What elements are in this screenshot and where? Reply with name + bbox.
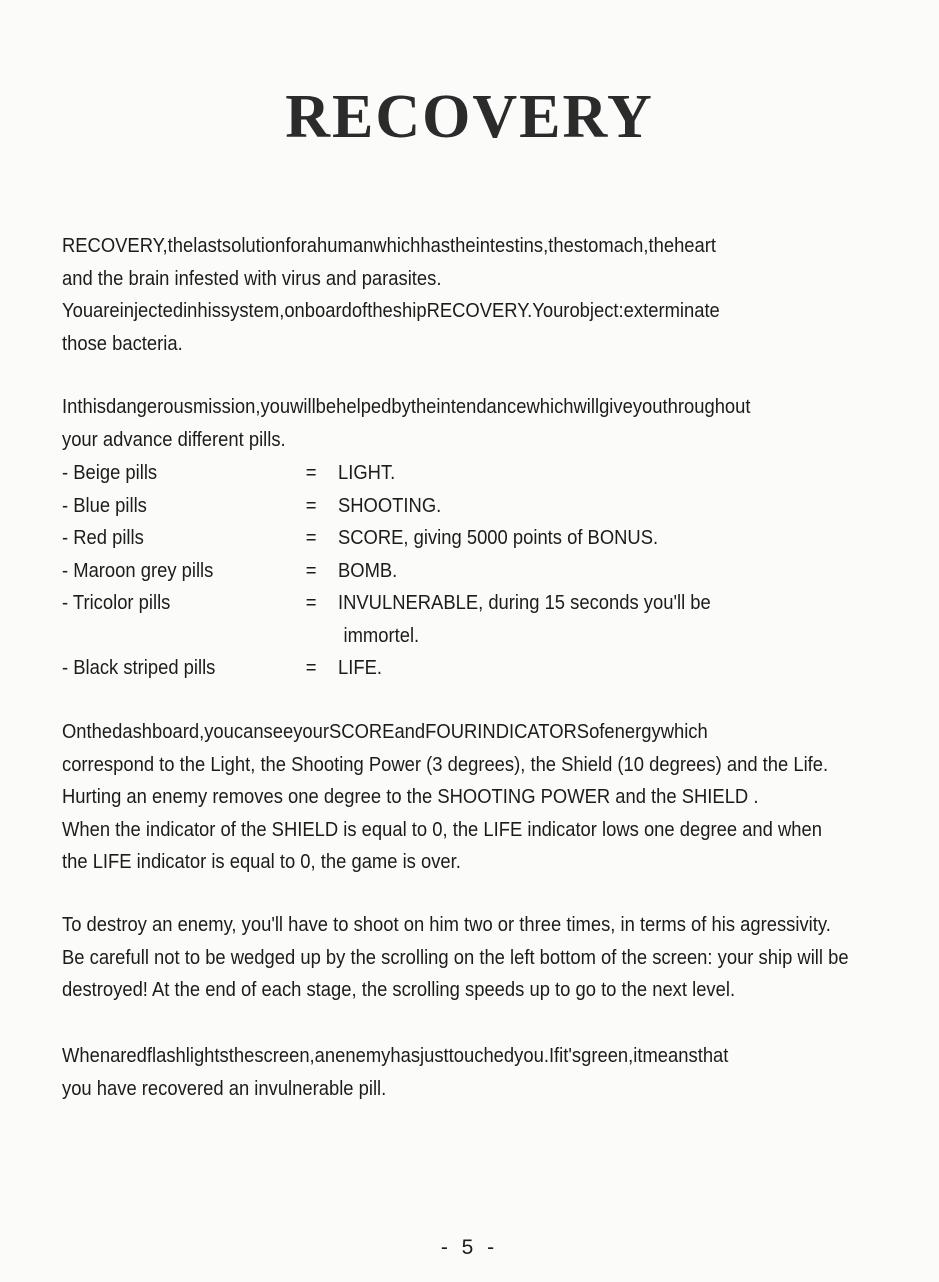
word: FOUR <box>425 721 478 743</box>
paragraph-line: the LIFE indicator is equal to 0, the game is over. <box>62 851 461 873</box>
word: can <box>233 721 264 743</box>
word: last <box>193 235 222 257</box>
word: see <box>263 721 294 743</box>
word: You <box>62 300 94 322</box>
paragraph-line: your advance different pills. <box>62 428 286 451</box>
word: of <box>589 721 605 743</box>
word: the <box>450 235 476 257</box>
pill-equals: = <box>305 462 317 484</box>
paragraph-line <box>62 230 882 263</box>
word: will <box>290 396 316 418</box>
pill-list <box>62 457 816 685</box>
word: you <box>632 396 663 418</box>
paragraph-line: correspond to the Light, the Shooting Power (3 degrees), the Shield (10 degrees) and the Life. <box>62 753 829 776</box>
word: red <box>120 1045 147 1067</box>
word: it <box>633 1045 643 1067</box>
word: in <box>183 300 198 322</box>
word: flash <box>146 1045 186 1067</box>
word: just <box>420 1045 449 1067</box>
paragraph-line: Hurting an enemy removes one degree to the SHOOTING POWER and the SHIELD . <box>62 786 759 808</box>
word: which <box>373 235 421 257</box>
pill-row <box>62 490 816 523</box>
word: be <box>315 396 337 418</box>
pill-effect: LIGHT. <box>338 462 396 484</box>
word: system, <box>220 300 285 322</box>
flash-paragraph <box>62 1040 816 1105</box>
word: the <box>648 235 675 257</box>
word: you. <box>514 1045 549 1067</box>
word: the <box>410 396 437 418</box>
paragraph-line: When the indicator of the SHIELD is equal to 0, the LIFE indicator lows one degree and when <box>62 818 822 841</box>
word: that <box>697 1045 729 1067</box>
word: has <box>420 235 451 257</box>
pill-row <box>62 587 816 652</box>
word: of <box>351 300 368 322</box>
paragraph-line <box>62 1040 882 1073</box>
word: helped <box>336 396 392 418</box>
word: board <box>304 300 352 322</box>
word: the <box>367 300 393 322</box>
pill-row <box>62 555 816 588</box>
pill-name: - Red pills <box>62 527 144 549</box>
word: the <box>548 235 574 257</box>
intro-paragraph <box>62 230 816 360</box>
word: will <box>573 396 600 418</box>
word: are <box>93 300 120 322</box>
word: give <box>599 396 633 418</box>
pill-effect: BOMB. <box>338 559 398 582</box>
pill-effect: SHOOTING. <box>338 494 442 517</box>
word: and <box>394 721 426 743</box>
word: your <box>293 721 330 743</box>
paragraph-line <box>62 716 882 749</box>
pill-equals: = <box>305 657 317 679</box>
word: by <box>391 396 411 418</box>
dashboard-paragraph <box>62 716 829 879</box>
word: for <box>285 235 307 257</box>
word: you <box>260 396 291 418</box>
word: When <box>62 1045 111 1067</box>
pill-name: - Maroon grey pills <box>62 559 214 582</box>
paragraph-line: those bacteria. <box>62 332 183 355</box>
word: injected <box>119 300 184 322</box>
word: intestins, <box>475 235 549 257</box>
word: which <box>526 396 574 418</box>
page-number: - 5 - <box>440 1236 499 1259</box>
pill-name: - Beige pills <box>62 462 158 484</box>
word: exterminate <box>623 300 720 322</box>
paragraph-line <box>62 295 882 328</box>
word: throughout <box>662 396 751 418</box>
word: the <box>167 235 194 257</box>
paragraph-line: Be carefull not to be wedged up by the scrolling on the left bottom of the screen: your ship will be <box>62 946 849 969</box>
word: human <box>317 235 374 257</box>
word: the <box>228 1045 255 1067</box>
word: has <box>390 1045 421 1067</box>
word: it's <box>559 1045 582 1067</box>
word: dangerous <box>105 396 193 418</box>
word: On <box>62 721 87 743</box>
word: ship <box>392 300 427 322</box>
pill-row <box>62 652 816 685</box>
word: If <box>548 1045 560 1067</box>
word: the <box>86 721 113 743</box>
pill-effect: LIFE. <box>338 657 382 679</box>
word: green, <box>581 1045 634 1067</box>
word: stomach, <box>573 235 649 257</box>
word: intendance <box>436 396 527 418</box>
word: you <box>204 721 234 743</box>
word: which <box>660 721 708 743</box>
pill-equals: = <box>305 527 317 549</box>
page-title: RECOVERY <box>285 83 654 151</box>
word: screen, <box>254 1045 315 1067</box>
word: means <box>642 1045 698 1067</box>
word: INDICATORS <box>477 721 590 743</box>
word: object: <box>569 300 624 322</box>
word: this <box>77 396 106 418</box>
pill-equals: = <box>305 494 317 517</box>
word: a <box>306 235 318 257</box>
word: RECOVERY, <box>62 235 168 257</box>
pill-name: - Blue pills <box>62 494 147 517</box>
enemy-paragraph <box>62 909 849 1007</box>
word: solution <box>221 235 286 257</box>
pills-intro-paragraph <box>62 391 816 456</box>
word: lights <box>185 1045 229 1067</box>
pill-name: - Tricolor pills <box>62 592 171 614</box>
word: energy <box>604 721 661 743</box>
word: on <box>284 300 305 322</box>
pill-effect: SCORE, giving 5000 points of BONUS. <box>338 527 659 549</box>
word: touched <box>448 1045 515 1067</box>
word: enemy <box>335 1045 391 1067</box>
word: RECOVERY. <box>426 300 533 322</box>
paragraph-line: destroyed! At the end of each stage, the scrolling speeds up to go to the next level. <box>62 979 736 1001</box>
pill-row <box>62 522 816 555</box>
paragraph-line: and the brain infested with virus and parasites. <box>62 267 442 290</box>
pill-equals: = <box>305 559 317 582</box>
pill-equals: = <box>305 592 317 614</box>
pill-effect-continuation: immortel. <box>343 624 420 647</box>
word: an <box>314 1045 336 1067</box>
word: a <box>110 1045 121 1067</box>
paragraph-line: you have recovered an invulnerable pill. <box>62 1077 387 1100</box>
pill-effect: INVULNERABLE, during 15 seconds you'll be <box>338 592 711 614</box>
paragraph-line <box>62 391 882 424</box>
word: dashboard, <box>112 721 205 743</box>
word: heart <box>674 235 717 257</box>
pill-row <box>62 457 816 490</box>
pill-name: - Black striped pills <box>62 657 216 679</box>
word: his <box>197 300 221 322</box>
word: In <box>62 396 78 418</box>
word: Your <box>532 300 570 322</box>
paragraph-line: To destroy an enemy, you'll have to shoot on him two or three times, in terms of his agressivity. <box>62 914 831 936</box>
word: SCORE <box>329 721 395 743</box>
word: mission, <box>192 396 261 418</box>
